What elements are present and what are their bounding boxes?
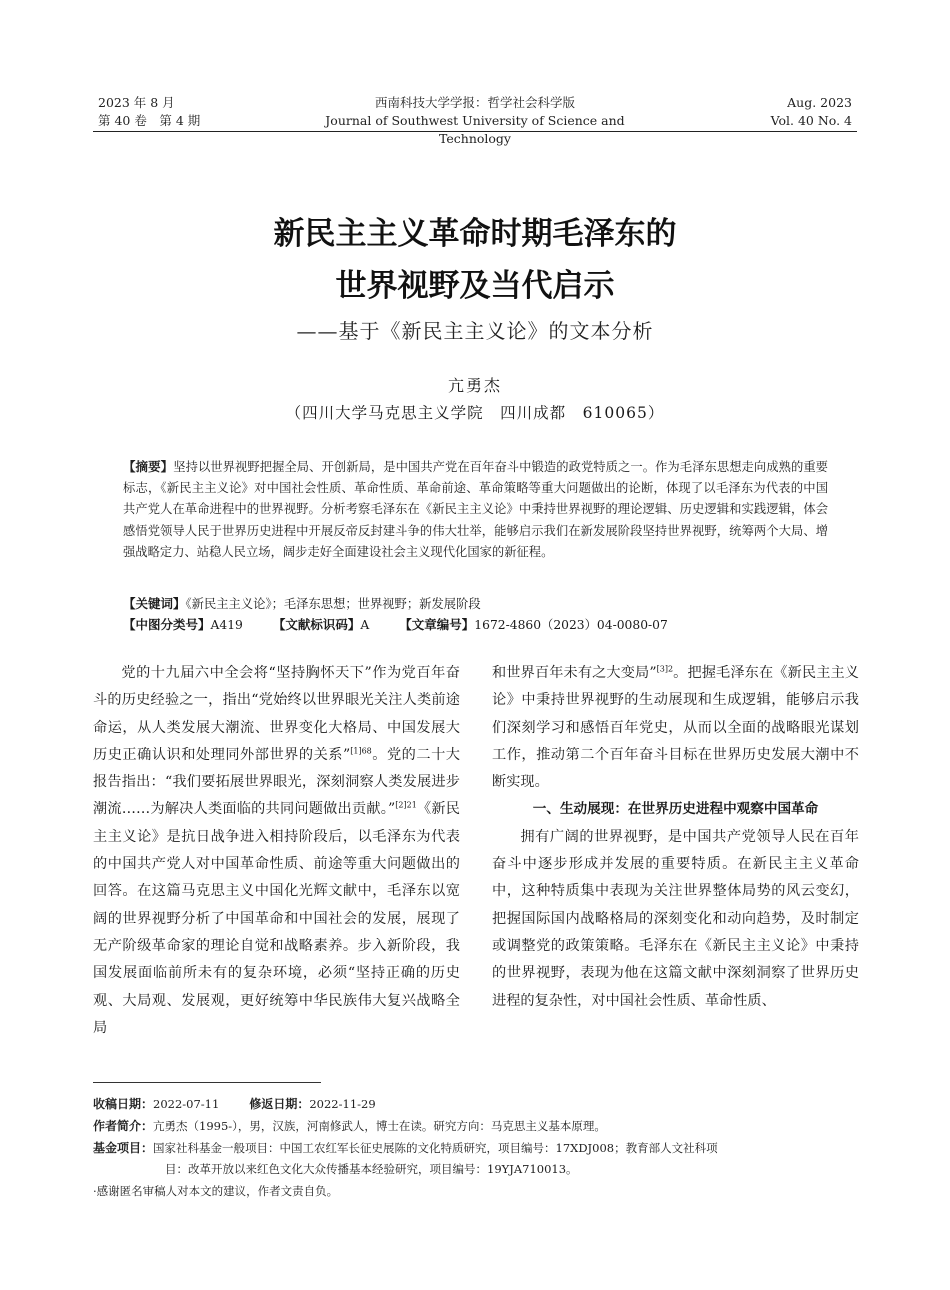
header-journal-cn: 西南科技大学学报：哲学社会科学版 xyxy=(374,95,575,110)
header-divider xyxy=(93,131,857,132)
bio-label: 作者简介： xyxy=(93,1119,154,1133)
body-text: 党的十九届六中全会将“坚持胸怀天下”作为党百年奋斗的历史经验之一，指出“党始终以世界眼光关注人类前途命运，从人类发展大潮流、世界变化大格局、中国发展大历史正确认识和处理同外部世界的关系” xyxy=(93,665,460,763)
citation-ref: [1]68 xyxy=(350,746,372,756)
body-text: 《新民主主义论》是抗日战争进入相持阶段后，以毛泽东为代表的中国共产党人对中国革命性质、前途等重大问题做出的回答。在这篇马克思主义中国化光辉文献中，毛泽东以宽阔的世界视野分析了中国革命和中国社会的发展，展现了无产阶级革命家的理论自觉和战略素养。步入新阶段，我国发展面临前所未有的复杂环境，必须“坚持正确的历史观、大局观、发展观，更好统筹中华民族伟大复兴战略全局 xyxy=(93,801,460,1036)
revised-date: 2022-11-29 xyxy=(309,1097,376,1111)
header-center xyxy=(300,94,650,148)
author-name: 亢勇杰 xyxy=(447,376,502,395)
article-title-line1: 新民主主义革命时期毛泽东的 xyxy=(273,216,677,252)
header-volume-en: Vol. 40 No. 4 xyxy=(770,113,852,128)
body-paragraph xyxy=(93,660,460,1042)
received-label: 收稿日期： xyxy=(93,1097,154,1111)
abstract xyxy=(123,456,828,563)
body-text: 。把握毛泽东在《新民主主义论》中秉持世界视野的生动展现和生成逻辑，能够启示我们深刻学习和感悟百年党史，从而以全面的战略眼光谋划工作，推动第二个百年奋斗目标在世界历史发展大潮中不断实现。 xyxy=(492,665,859,791)
abstract-text: 坚持以世界视野把握全局、开创新局，是中国共产党在百年奋斗中锻造的政党特质之一。作为毛泽东思想走向成熟的重要标志，《新民主主义论》对中国社会性质、革命性质、革命前途、革命策略等重大问题做出的论断，体现了以毛泽东为代表的中国共产党人在革命进程中的世界视野。分析考察毛泽东在《新民主主义论》中秉持世界视野的理论逻辑、历史逻辑和实践逻辑，体会感悟党领导人民于世界历史进程中开展反帝反封建斗争的伟大壮举，能够启示我们在新发展阶段坚持世界视野，统筹两个大局、增强战略定力、站稳人民立场，阔步走好全面建设社会主义现代化国家的新征程。 xyxy=(123,460,828,559)
body-left-column xyxy=(93,660,460,1042)
article-no-label: 【文章编号】 xyxy=(399,617,475,632)
clc-value: A419 xyxy=(210,618,243,632)
footnote-dates xyxy=(93,1094,857,1115)
keywords-text: 《新民主主义论》；毛泽东思想；世界视野；新发展阶段 xyxy=(185,597,481,611)
header-right xyxy=(771,94,852,130)
header-volume-cn: 第 40 卷 第 4 期 xyxy=(98,113,201,128)
footnote-funding xyxy=(93,1138,857,1180)
body-text: 和世界百年未有之大变局” xyxy=(492,665,657,681)
received-date: 2022-07-11 xyxy=(153,1097,220,1111)
header-left xyxy=(98,94,200,130)
doc-code-label: 【文献标识码】 xyxy=(272,617,361,632)
body-right-column xyxy=(492,660,859,1015)
article-title-line2: 世界视野及当代启示 xyxy=(335,268,615,304)
header-date-cn: 2023 年 8 月 xyxy=(98,95,175,110)
fund-label: 基金项目： xyxy=(93,1141,154,1155)
author-affiliation: （四川大学马克思主义学院 四川成都 610065） xyxy=(285,404,665,422)
article-no-value: 1672-4860（2023）04-0080-07 xyxy=(474,618,668,632)
classification-line xyxy=(123,615,828,635)
fund-text-line2: 目：改革开放以来红色文化大众传播基本经验研究，项目编号：19YJA710013。 xyxy=(165,1162,578,1176)
citation-ref: [3]2 xyxy=(656,664,674,674)
doc-code-value: A xyxy=(360,618,370,632)
citation-ref: [2]21 xyxy=(395,800,417,810)
body-paragraph: 拥有广阔的世界视野，是中国共产党领导人民在百年奋斗中逐步形成并发展的重要特质。在新民主主义革命中，这种特质集中表现为关注世界整体局势的风云变幻，把握国际国内战略格局的深刻变化和动向趋势，及时制定或调整党的政策策略。毛泽东在《新民主主义论》中秉持的世界视野，表现为他在这篇文献中深刻洞察了世界历史进程的复杂性，对中国社会性质、革命性质、 xyxy=(492,828,859,1009)
clc-label: 【中图分类号】 xyxy=(123,617,211,632)
article-subtitle: ——基于《新民主主义论》的文本分析 xyxy=(296,319,654,343)
header-journal-en: Journal of Southwest University of Science and Technology xyxy=(325,113,625,146)
footnote-thanks: ·感谢匿名审稿人对本文的建议，作者文责自负。 xyxy=(93,1184,339,1198)
abstract-label: 【摘要】 xyxy=(123,459,174,474)
footnote-author-bio xyxy=(93,1116,857,1137)
keywords-label: 【关键词】 xyxy=(123,596,186,611)
section-heading: 一、生动展现：在世界历史进程中观察中国革命 xyxy=(532,801,819,818)
body-text: 。党的二十大报告指出：“我们要拓展世界眼光，深刻洞察人类发展进步潮流……为解决人类面临的共同问题做出贡献。” xyxy=(93,746,460,818)
header-date-en: Aug. 2023 xyxy=(787,95,852,110)
footnote-divider xyxy=(93,1082,321,1083)
bio-text: 亢勇杰（1995-），男，汉族，河南修武人，博士在读。研究方向：马克思主义基本原理。 xyxy=(153,1119,606,1133)
body-paragraph xyxy=(492,660,859,796)
fund-text-line1: 国家社科基金一般项目：中国工农红军长征史展陈的文化特质研究，项目编号：17XDJ008；教育部人文社科项 xyxy=(153,1141,718,1155)
revised-label: 修返日期： xyxy=(249,1097,310,1111)
keywords xyxy=(123,594,828,614)
